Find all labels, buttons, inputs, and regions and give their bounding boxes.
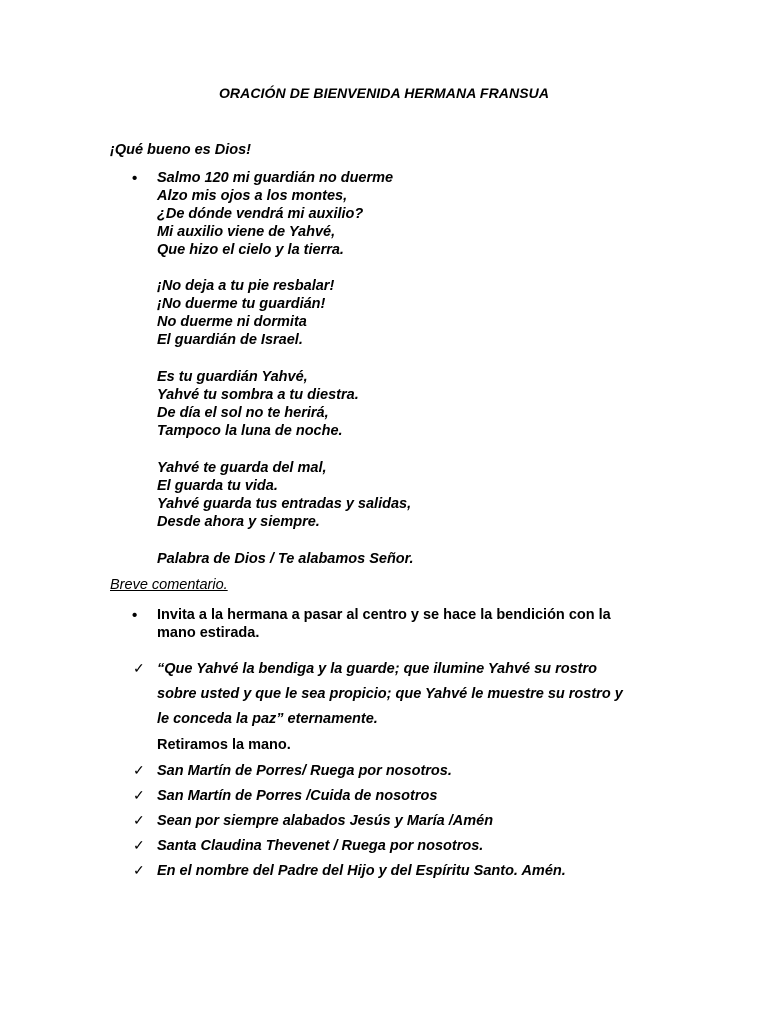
response-line: En el nombre del Padre del Hijo y del Espíritu Santo. Amén.	[157, 863, 566, 879]
psalm-line: ¡No deja a tu pie resbalar!	[157, 278, 335, 294]
psalm-line: Yahvé tu sombra a tu diestra.	[157, 387, 359, 403]
psalm-line: El guardián de Israel.	[157, 332, 303, 348]
psalm-line: Alzo mis ojos a los montes,	[157, 188, 348, 204]
psalm-line: ¿De dónde vendrá mi auxilio?	[157, 206, 364, 222]
psalm-line: ¡No duerme tu guardián!	[157, 296, 326, 312]
check-icon: ✓	[133, 787, 145, 803]
psalm-line: Salmo 120 mi guardián no duerme	[157, 170, 394, 186]
page-title: ORACIÓN DE BIENVENIDA HERMANA FRANSUA	[218, 85, 550, 101]
psalm-line: Palabra de Dios / Te alabamos Señor.	[157, 551, 414, 567]
psalm-line: Desde ahora y siempre.	[157, 514, 320, 530]
comment-line: mano estirada.	[157, 625, 260, 641]
psalm-line: Es tu guardián Yahvé,	[157, 369, 308, 385]
blessing-line: le conceda la paz” eternamente.	[157, 711, 378, 727]
bullet-icon: •	[132, 170, 138, 187]
psalm-line: Que hizo el cielo y la tierra.	[157, 242, 344, 258]
check-icon: ✓	[133, 660, 145, 676]
check-icon: ✓	[133, 812, 145, 828]
psalm-line: Yahvé guarda tus entradas y salidas,	[157, 496, 412, 512]
check-icon: ✓	[133, 762, 145, 778]
psalm-line: De día el sol no te herirá,	[157, 405, 329, 421]
psalm-line: Mi auxilio viene de Yahvé,	[157, 224, 336, 240]
intro-text: ¡Qué bueno es Dios!	[110, 142, 251, 158]
check-icon: ✓	[133, 862, 145, 878]
response-line: Santa Claudina Thevenet / Ruega por nosotros.	[157, 838, 484, 854]
check-icon: ✓	[133, 837, 145, 853]
bullet-icon: •	[132, 607, 138, 624]
psalm-line: Tampoco la luna de noche.	[157, 423, 343, 439]
psalm-line: El guarda tu vida.	[157, 478, 278, 494]
comment-line: Invita a la hermana a pasar al centro y se hace la bendición con la	[157, 607, 611, 623]
remove-hand-line: Retiramos la mano.	[157, 737, 291, 753]
psalm-line: Yahvé te guarda del mal,	[157, 460, 327, 476]
response-line: Sean por siempre alabados Jesús y María /Amén	[157, 813, 494, 829]
blessing-line: sobre usted y que le sea propicio; que Yahvé le muestre su rostro y	[157, 686, 623, 702]
response-line: San Martín de Porres/ Ruega por nosotros.	[157, 763, 452, 779]
blessing-line: “Que Yahvé la bendiga y la guarde; que ilumine Yahvé su rostro	[157, 661, 597, 677]
psalm-line: No duerme ni dormita	[157, 314, 307, 330]
section-heading: Breve comentario.	[110, 577, 228, 593]
response-line: San Martín de Porres /Cuida de nosotros	[157, 788, 438, 804]
